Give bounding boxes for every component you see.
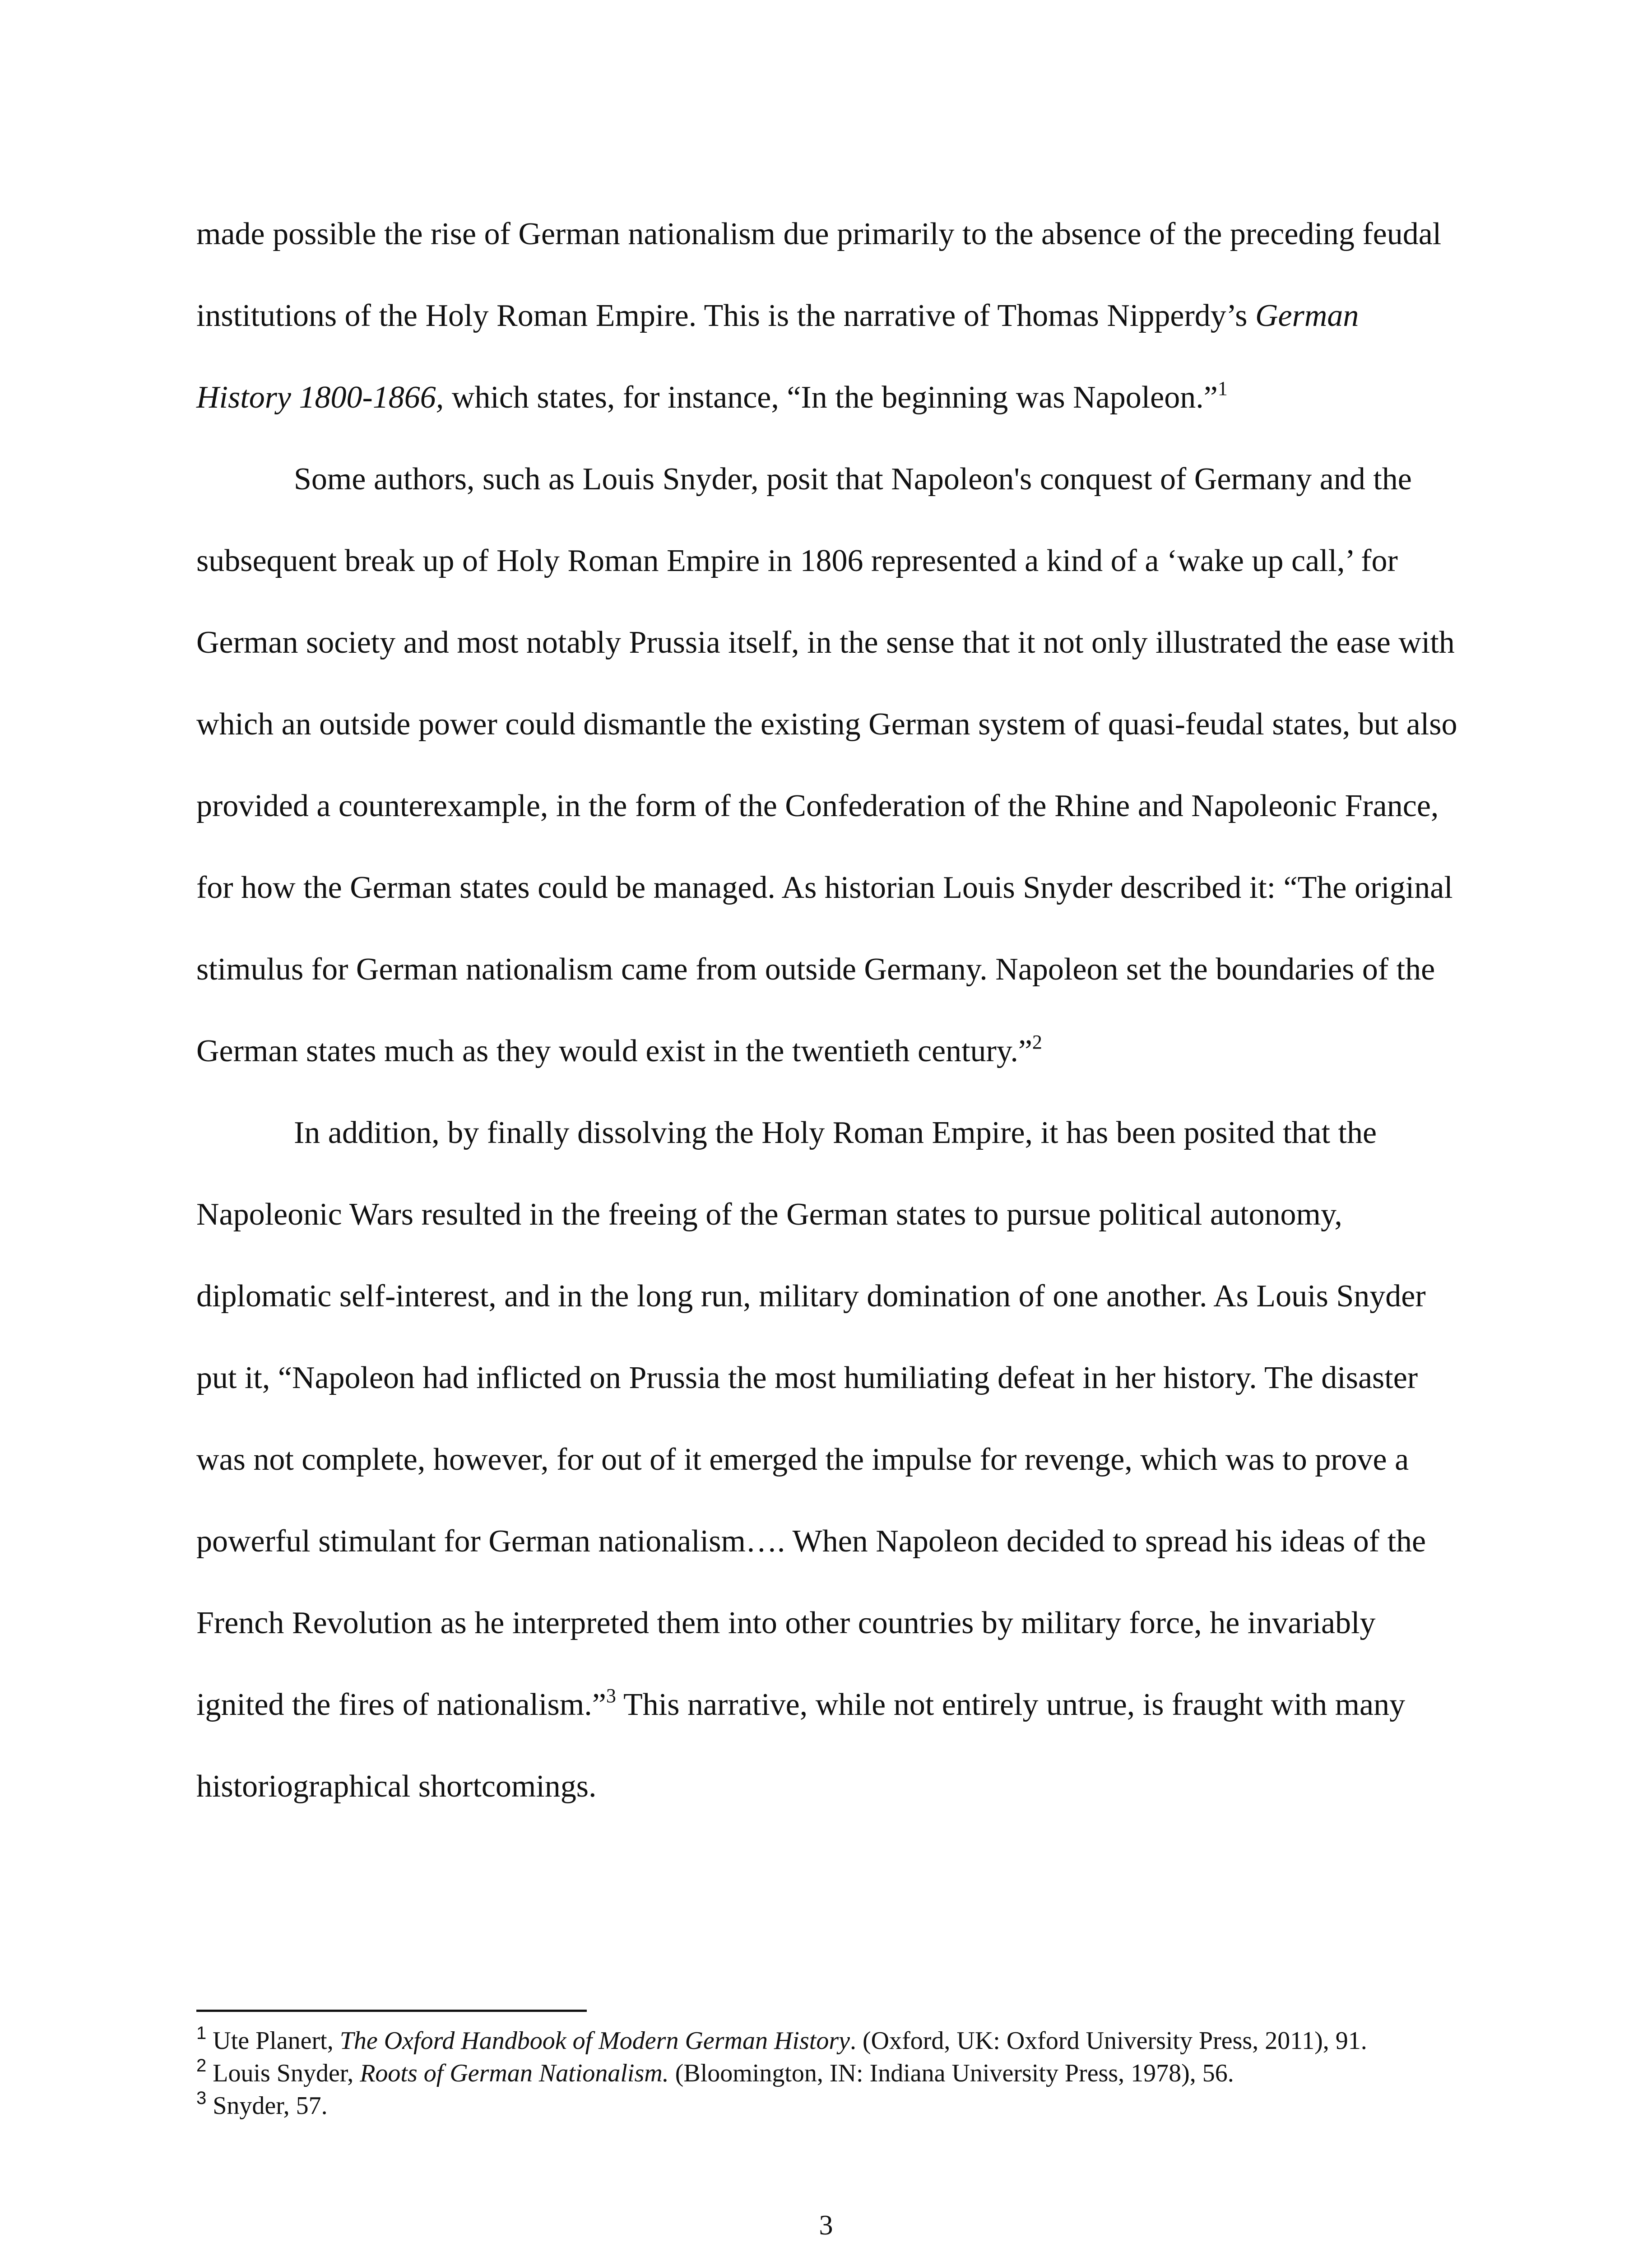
footnote-3-text: Snyder, 57. bbox=[206, 2092, 328, 2120]
paragraph-3 bbox=[196, 1092, 1460, 1827]
footnote-ref-2: 2 bbox=[1032, 1031, 1042, 1053]
paragraph-3-conclusion: This narrative, while not entirely untrue, is fraught with many historiographical shortcomings. bbox=[196, 1687, 1406, 1804]
footnote-number-2: 2 bbox=[196, 2056, 207, 2076]
footnote-2 bbox=[196, 2057, 1505, 2090]
footnote-1-publication: . (Oxford, UK: Oxford University Press, 2011), 91. bbox=[850, 2027, 1367, 2055]
page-number: 3 bbox=[819, 2210, 833, 2241]
footnote-ref-3: 3 bbox=[606, 1684, 616, 1707]
footnote-separator bbox=[196, 2010, 587, 2012]
paragraph-1 bbox=[196, 193, 1460, 438]
paragraph-3-text: In addition, by finally dissolving the Holy Roman Empire, it has been posited that the Napoleonic Wars resulted in the freeing of the German states to pursue political autonomy, diplomatic self-interest, and in the long run, military domination of one another. As Louis Snyder put it, “Napoleon had inflicted on Prussia the most humiliating defeat in her history. The disaster was not complete, however, for out of it emerged the impulse for revenge, which was to prove a powerful stimulant for German nationalism…. When Napoleon decided to spread his ideas of the French Revolution as he interpreted them into other countries by military force, he invariably ignited the fires of nationalism.” bbox=[196, 1115, 1426, 1722]
paragraph-2 bbox=[196, 438, 1460, 1092]
paragraph-1-text: made possible the rise of German nationalism due primarily to the absence of the preceding feudal institutions of the Holy Roman Empire. This is the narrative of Thomas Nipperdy’s bbox=[196, 217, 1442, 333]
footnote-1 bbox=[196, 2025, 1505, 2057]
footnote-3 bbox=[196, 2090, 1505, 2122]
footnote-ref-1: 1 bbox=[1217, 377, 1228, 399]
paragraph-1-quote: which states, for instance, “In the beginning was Napoleon.” bbox=[444, 380, 1218, 415]
body-text bbox=[196, 193, 1460, 1827]
footnote-1-title: The Oxford Handbook of Modern German History bbox=[339, 2027, 850, 2055]
paragraph-2-text: Some authors, such as Louis Snyder, posit that Napoleon's conquest of Germany and the subsequent break up of Holy Roman Empire in 1806 represented a kind of a ‘wake up call,’ for German society and most notably Prussia itself, in the sense that it not only illustrated the ease with which an outside power could dismantle the existing German system of quasi-feudal states, but also provided a counterexample, in the form of the Confederation of the Rhine and Napoleonic France, for how the German states could be managed. As historian Louis Snyder described it: “The original stimulus for German nationalism came from outside Germany. Napoleon set the boundaries of the German states much as they would exist in the twentieth century.” bbox=[196, 462, 1457, 1068]
footnote-1-author: Ute Planert, bbox=[206, 2027, 340, 2055]
footnote-number-1: 1 bbox=[196, 2023, 207, 2043]
footnote-2-publication: (Bloomington, IN: Indiana University Press, 1978), 56. bbox=[668, 2059, 1234, 2087]
book-title: German History 1800-1866, bbox=[196, 298, 1359, 415]
footnote-number-3: 3 bbox=[196, 2088, 207, 2108]
footnote-2-author: Louis Snyder, bbox=[206, 2059, 360, 2087]
footnote-2-title: Roots of German Nationalism. bbox=[360, 2059, 669, 2087]
footnotes bbox=[196, 2025, 1505, 2122]
